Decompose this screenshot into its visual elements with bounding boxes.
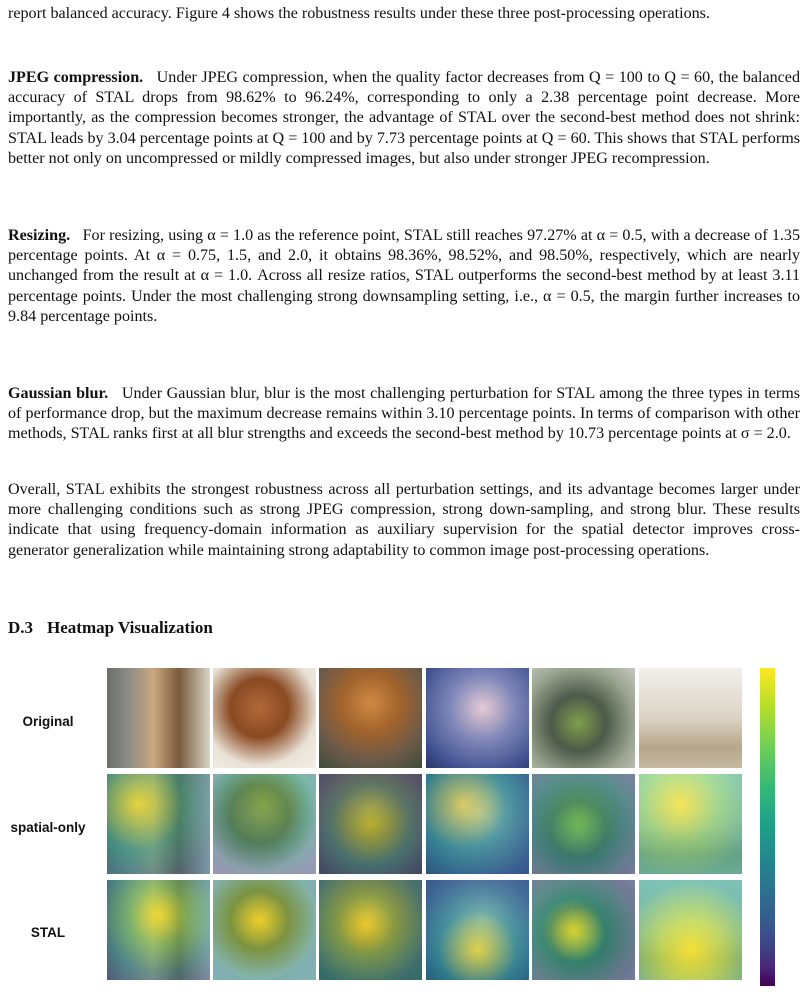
heatmap-cell-spatial-only-dog-puppy bbox=[213, 774, 316, 874]
heatmap-cell-original-cat-in-box bbox=[319, 668, 422, 768]
heatmap-cell-spatial-only-bearded-man bbox=[107, 774, 210, 874]
heatmap-cell-original-bearded-man bbox=[107, 668, 210, 768]
heatmap-overlay bbox=[319, 880, 422, 980]
heatmap-cell-original-potted-plant bbox=[532, 668, 635, 768]
heatmap-cell-stal-glass-jar-flower bbox=[426, 880, 529, 980]
heatmap-cell-original-glass-jar-flower bbox=[426, 668, 529, 768]
section-title: Heatmap Visualization bbox=[47, 618, 213, 637]
blur-title: Gaussian blur. bbox=[8, 385, 109, 402]
jpeg-body: Under JPEG compression, when the quality factor decreases from Q = 100 to Q = 60, the balanced accuracy of STAL drops from 98.62% to 96.24%, corresponding to only a 2.38 percentage point decrease. More importantly, as the compression becomes stronger, the advantage of STAL over the second-best method does not shrink: STAL leads by 3.04 percentage points at Q = 100 and by 7.73 percentage points at Q = 60. This shows that STAL performs better not only on uncompressed or mildly compressed images, but also under stronger JPEG recompression. bbox=[8, 69, 800, 167]
heatmap-overlay bbox=[426, 774, 529, 874]
heatmap-overlay bbox=[639, 880, 742, 980]
heatmap-overlay bbox=[213, 880, 316, 980]
heatmap-cell-spatial-only-glass-jar-flower bbox=[426, 774, 529, 874]
resize-body: For resizing, using α = 1.0 as the reference point, STAL still reaches 97.27% at α = 0.5, with a decrease of 1.35 percentage points. At α = 0.75, 1.5, and 2.0, it obtains 98.36%, 98.52%, and 98.50%, respectively, which are nearly unchanged from the result at α = 1.0. Across all resize ratios, STAL outperforms the second-best method by at least 3.11 percentage points. Under the most challenging strong downsampling setting, i.e., α = 0.5, the margin further increases to 9.84 percentage points. bbox=[8, 227, 801, 325]
row-label-original: Original bbox=[22, 714, 74, 729]
heatmap-cell-stal-cat-in-box bbox=[319, 880, 422, 980]
heatmap-cell-stal-rabbit bbox=[639, 880, 742, 980]
heatmap-cell-stal-potted-plant bbox=[532, 880, 635, 980]
heatmap-cell-spatial-only-cat-in-box bbox=[319, 774, 422, 874]
heatmap-overlay bbox=[107, 774, 210, 874]
jpeg-title: JPEG compression. bbox=[8, 69, 144, 86]
heatmap-cell-original-dog-puppy bbox=[213, 668, 316, 768]
row-label-stal: STAL bbox=[30, 925, 66, 940]
blur-paragraph bbox=[8, 384, 800, 445]
section-number: D.3 bbox=[8, 618, 34, 637]
heatmap-overlay bbox=[532, 880, 635, 980]
heatmap-overlay bbox=[532, 774, 635, 874]
overall-paragraph: Overall, STAL exhibits the strongest robustness across all perturbation settings, and its advantage becomes larger under more challenging conditions such as strong JPEG compression, strong down-sampling, and strong blur. These results indicate that using frequency-domain information as auxiliary supervision for the spatial detector improves cross-generator generalization while maintaining strong adaptability to common image post-processing operations. bbox=[8, 481, 800, 559]
heatmap-overlay bbox=[213, 774, 316, 874]
heatmap-cell-spatial-only-rabbit bbox=[639, 774, 742, 874]
heatmap-cell-original-rabbit bbox=[639, 668, 742, 768]
colorbar bbox=[760, 668, 775, 986]
blur-body: Under Gaussian blur, blur is the most challenging perturbation for STAL among the three types in terms of performance drop, but the maximum decrease remains within 3.10 percentage points. In terms of comparison with other methods, STAL ranks first at all blur strengths and exceeds the second-best method by 10.73 percentage points at σ = 2.0. bbox=[8, 385, 800, 443]
heatmap-overlay bbox=[107, 880, 210, 980]
resize-paragraph bbox=[8, 226, 800, 327]
heatmap-cell-stal-dog-puppy bbox=[213, 880, 316, 980]
section-heading bbox=[8, 618, 213, 638]
jpeg-paragraph bbox=[8, 68, 800, 169]
intro-paragraph: report balanced accuracy. Figure 4 shows the robustness results under these three post-processing operations. bbox=[8, 5, 710, 22]
resize-title: Resizing. bbox=[8, 227, 71, 244]
heatmap-cell-stal-bearded-man bbox=[107, 880, 210, 980]
heatmap-overlay bbox=[639, 774, 742, 874]
heatmap-cell-spatial-only-potted-plant bbox=[532, 774, 635, 874]
heatmap-overlay bbox=[426, 880, 529, 980]
heatmap-overlay bbox=[319, 774, 422, 874]
row-label-spatial-only: spatial-only bbox=[10, 820, 86, 835]
